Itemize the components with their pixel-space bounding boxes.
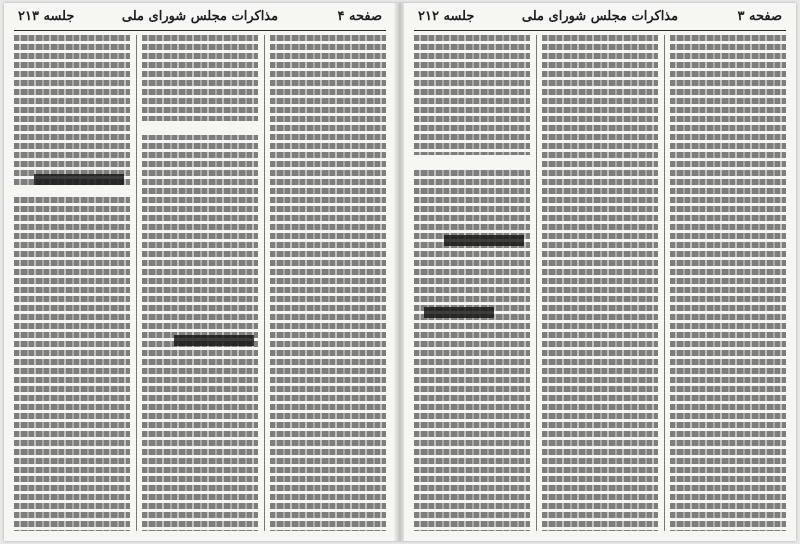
left-page-title: مذاکرات مجلس شورای ملی xyxy=(121,9,279,24)
speaker-heading xyxy=(174,335,254,346)
right-page-header xyxy=(414,9,786,29)
right-column-divider xyxy=(664,35,665,531)
paragraph-gap xyxy=(414,155,530,169)
left-text-column-3 xyxy=(270,35,386,531)
right-text-column-2 xyxy=(542,35,658,531)
left-header-rule xyxy=(14,30,386,31)
right-column-divider xyxy=(536,35,537,531)
left-text-column-2 xyxy=(142,35,258,531)
speaker-heading xyxy=(34,174,124,185)
left-page-number: صفحه ۴ xyxy=(337,9,382,24)
left-page-header xyxy=(14,9,386,29)
right-text-column-3 xyxy=(670,35,786,531)
paragraph-gap xyxy=(142,121,258,135)
right-page-title: مذاکرات مجلس شورای ملی xyxy=(521,9,679,24)
document-spread xyxy=(4,3,796,541)
left-column-divider xyxy=(264,35,265,531)
left-page-body xyxy=(14,35,386,531)
left-page xyxy=(4,3,396,541)
speaker-heading xyxy=(424,307,494,318)
left-page-session: جلسه ۲۱۳ xyxy=(18,9,75,24)
left-column-divider xyxy=(136,35,137,531)
right-page xyxy=(404,3,796,541)
right-page-body xyxy=(414,35,786,531)
right-page-session: جلسه ۲۱۲ xyxy=(418,9,475,24)
left-text-column-1 xyxy=(14,35,130,531)
right-page-number: صفحه ۳ xyxy=(737,9,782,24)
speaker-heading xyxy=(444,235,524,246)
right-header-rule xyxy=(414,30,786,31)
paragraph-gap xyxy=(14,185,130,195)
right-text-column-1 xyxy=(414,35,530,531)
